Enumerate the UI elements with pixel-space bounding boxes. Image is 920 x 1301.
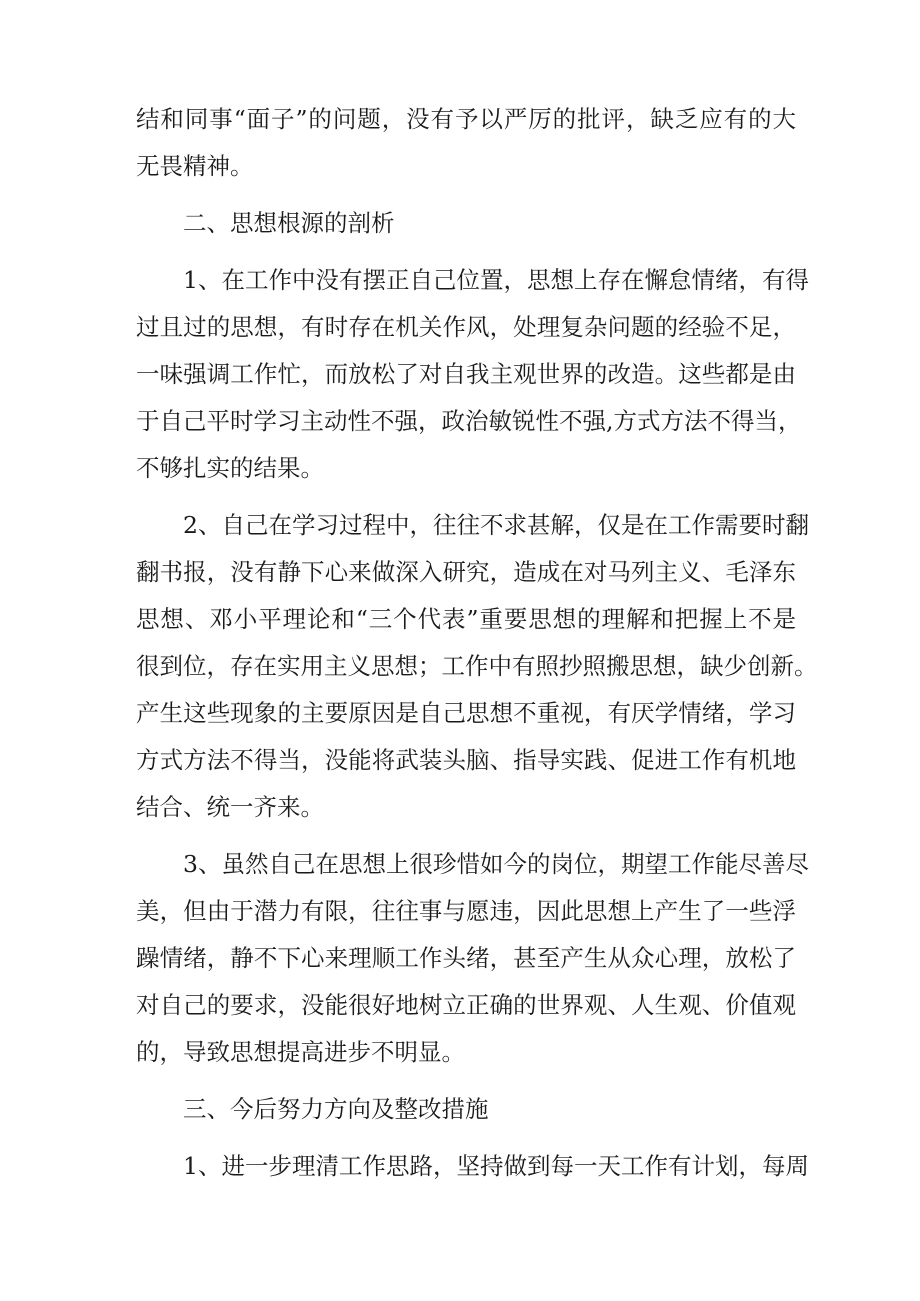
heading-line: 二、思想根源的剖析 [183,209,395,237]
paragraph-1 [136,257,809,492]
text-line: 思想、邓小平理论和“三个代表”重要思想的理解和把握上不是 [136,605,796,633]
section-heading [136,1086,796,1133]
text-line: 产生这些现象的主要原因是自己思想不重视，有厌学情绪，学习 [136,699,796,727]
text-line: 结和同事“面子”的问题，没有予以严厉的批评，缺乏应有的大 [136,105,796,133]
text-line: 翻书报，没有静下心来做深入研究，造成在对马列主义、毛泽东 [136,558,796,586]
text-line: 的，导致思想提高进步不明显。 [136,1038,465,1066]
text-line: 2、自己在学习过程中，往往不求甚解，仅是在工作需要时翻 [183,511,809,539]
text-line: 一味强调工作忙，而放松了对自我主观世界的改造。这些都是由 [136,360,796,388]
text-line: 1、在工作中没有摆正自己位置，思想上存在懈怠情绪，有得 [183,266,809,294]
text-line: 躁情绪，静不下心来理顺工作头绪，甚至产生从众心理，放松了 [136,944,796,972]
text-line: 无畏精神。 [136,152,254,180]
text-line: 3、虽然自己在思想上很珍惜如今的岗位，期望工作能尽善尽 [183,850,809,878]
text-line: 于自己平时学习主动性不强，政治敏锐性不强,方式方法不得当， [136,407,802,435]
text-line: 方式方法不得当，没能将武装头脑、指导实践、促进工作有机地 [136,746,796,774]
text-line: 结合、统一齐来。 [136,793,324,821]
text-line: 对自己的要求，没能很好地树立正确的世界观、人生观、价值观 [136,991,796,1019]
paragraph-3 [136,841,809,1076]
text-line: 很到位，存在实用主义思想；工作中有照抄照搬思想，缺少创新。 [136,652,818,680]
text-line: 1、进一步理清工作思路，坚持做到每一天工作有计划，每周 [183,1152,809,1180]
paragraph-4 [136,1143,809,1190]
paragraph-2 [136,502,818,831]
text-line: 过且过的思想，有时存在机关作风，处理复杂问题的经验不足， [136,313,796,341]
paragraph-continuation [136,96,796,190]
text-line: 不够扎实的结果。 [136,454,324,482]
heading-line: 三、今后努力方向及整改措施 [183,1095,489,1123]
text-line: 美，但由于潜力有限，往往事与愿违，因此思想上产生了一些浮 [136,897,796,925]
document-body [136,96,818,1190]
section-heading [136,200,796,247]
